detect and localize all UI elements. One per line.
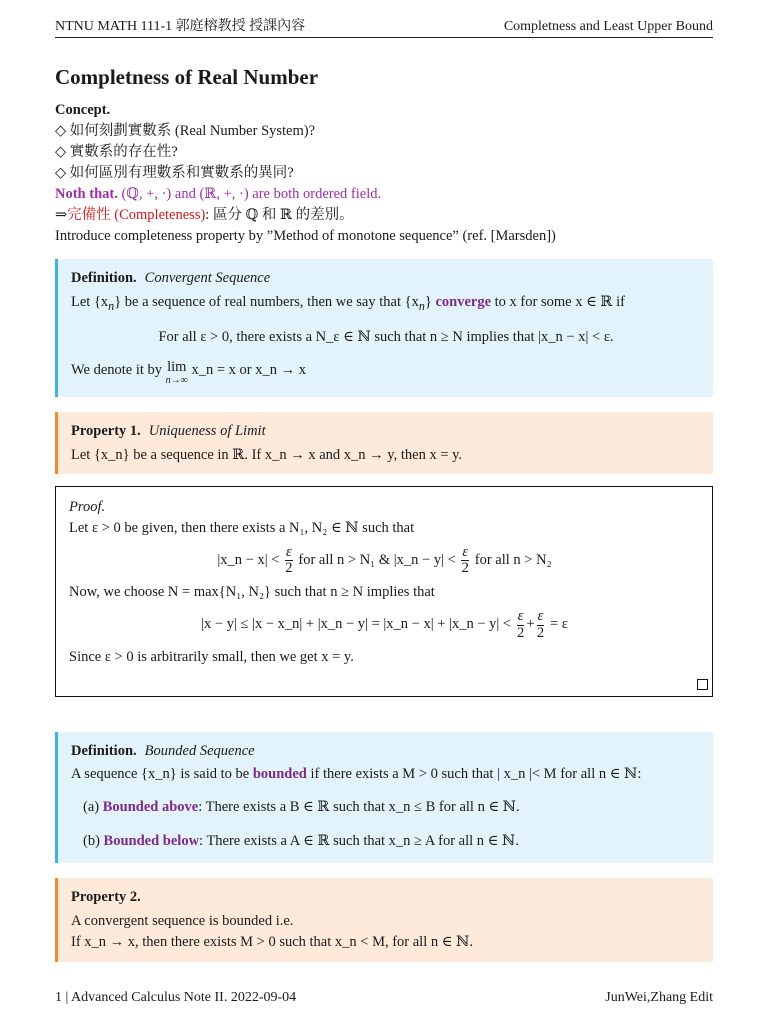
display1-part-a: |x_n − x| < (217, 552, 280, 569)
plus-sign: + (526, 616, 535, 633)
concept-item-1: ◇ 如何刻劃實數系 (Real Number System)? (55, 123, 316, 140)
property-1-text: Let {x_n} be a sequence in ℝ. If x_n → x and x_n → y, then x = y. (71, 447, 463, 464)
frac-num: ε (537, 608, 544, 625)
proof-line-3: Since ε > 0 is arbitrarily small, then we get x = y. (69, 648, 354, 665)
definition-convergent-text (71, 292, 701, 315)
concept-item-2: ◇ 實數系的存在性? (55, 144, 178, 161)
fraction-epsilon-half (517, 609, 525, 640)
proof-display-1 (69, 545, 700, 576)
frac-num: ε (462, 544, 469, 561)
property-2-line-2: If x_n → x, then there exists M > 0 such that x_n < M, for all n ∈ ℕ. (71, 934, 473, 951)
frac-num: ε (286, 544, 292, 561)
bounded-above-keyword: Bounded above (102, 799, 199, 816)
property-1-subtitle: Uniqueness of Limit (148, 423, 266, 439)
display1-part-b: for all n > N₁ & |x_n − y| < (298, 552, 456, 569)
def1-text-c: } (424, 294, 436, 311)
proof-line-2: Now, we choose N = max{N₁, N₂} such that n ≥ N implies that (69, 584, 435, 601)
implies-arrow: ⇒ (55, 207, 68, 224)
proof-box (55, 486, 713, 697)
proof-display-2 (69, 609, 700, 640)
fraction-epsilon-half (285, 545, 293, 576)
footer-left: 1 | Advanced Calculus Note II. 2022-09-04 (55, 990, 297, 1005)
page-footer (55, 988, 713, 1008)
def1-text-b: } be a sequence of real numbers, then we say that {x (114, 294, 419, 311)
def1-display: For all ε > 0, there exists a N_ε ∈ ℕ such that n ≥ N implies that |x_n − x| < ε. (158, 329, 614, 346)
definition-bounded-heading (71, 741, 701, 762)
concept-heading: Concept. (55, 102, 111, 118)
frac-den: 2 (285, 560, 293, 577)
page-title: Completness of Real Number (55, 65, 319, 89)
note-label: Noth that. (55, 186, 118, 203)
frac-den: 2 (461, 560, 469, 577)
definition-label: Definition. (71, 743, 137, 759)
property-1-box (55, 412, 713, 474)
concept-note (55, 184, 713, 205)
converge-keyword: converge (435, 294, 492, 311)
def1-denote (71, 360, 701, 386)
completeness-line (55, 205, 713, 226)
display2-end: = ε (549, 616, 568, 633)
note-text: (ℚ, +, ·) and (ℝ, +, ·) are both ordered field. (117, 186, 382, 203)
concept-intro: Introduce completeness property by ”Method of monotone sequence” (ref. [Marsden]) (55, 228, 556, 245)
fraction-epsilon-half (461, 545, 469, 576)
bounded-keyword: bounded (252, 766, 307, 783)
property-1-label: Property 1. (71, 423, 141, 439)
frac-num: ε (517, 608, 524, 625)
denote-text: We denote it by (71, 362, 166, 379)
def1-text-d: to x for some x ∈ ℝ if (491, 294, 625, 311)
concept-item-3: ◇ 如何區別有理數系和實數系的異同? (55, 165, 294, 182)
def2-text-b: if there exists a M > 0 such that | x_n |< M for all n ∈ ℕ: (306, 766, 642, 783)
item-b-label: (b) (83, 833, 104, 850)
definition-convergent-box (55, 259, 713, 397)
definition-convergent-heading (71, 268, 701, 289)
header-right: Completness and Least Upper Bound (503, 19, 713, 34)
def1-sub-b: n (418, 298, 425, 313)
lim-word: lim (167, 359, 187, 376)
qed-square-icon (697, 679, 708, 690)
property-1-heading (71, 421, 701, 442)
lim-subscript: n→∞ (165, 374, 188, 386)
frac-den: 2 (536, 624, 545, 641)
completeness-rest: : 區分 ℚ 和 ℝ 的差別。 (205, 207, 354, 224)
definition-label: Definition. (71, 270, 137, 286)
proof-label: Proof. (69, 499, 106, 515)
definition-bounded-box (55, 732, 713, 863)
def2-text-a: A sequence {x_n} is said to be (71, 766, 253, 783)
def1-sub-a: n (108, 298, 115, 313)
item-b-text: : There exists a A ∈ ℝ such that x_n ≥ A for all n ∈ ℕ. (199, 833, 519, 850)
page-header (55, 17, 713, 38)
bounded-below-item (83, 831, 701, 852)
item-a-label: (a) (83, 799, 103, 816)
fraction-epsilon-half (537, 609, 545, 640)
bounded-below-keyword: Bounded below (103, 833, 200, 850)
footer-right: JunWei,Zhang Edit (605, 990, 713, 1005)
property-2-box (55, 878, 713, 962)
property-2-label: Property 2. (71, 889, 141, 905)
display2-part-a: |x − y| ≤ |x − x_n| + |x_n − y| = |x_n − x| + |x_n − y| < (201, 616, 512, 633)
frac-den: 2 (516, 624, 525, 641)
item-a-text: : There exists a B ∈ ℝ such that x_n ≤ B for all n ∈ ℕ. (198, 799, 520, 816)
definition-bounded-text (71, 764, 701, 785)
bounded-above-item (83, 797, 701, 818)
limit-notation (166, 360, 188, 386)
document-page (55, 0, 713, 1024)
denote-rest: x_n = x or x_n → x (187, 362, 306, 379)
concept-section (55, 100, 713, 247)
def1-text-a: Let {x (71, 294, 109, 311)
header-left: NTNU MATH 111-1 郭庭榕教授 授課內容 (55, 19, 306, 34)
definition-subtitle: Bounded Sequence (144, 743, 255, 759)
completeness-term: 完備性 (Completeness) (67, 207, 206, 224)
display1-part-c: for all n > N₂ (474, 552, 552, 569)
proof-line-1: Let ε > 0 be given, then there exists a N₁, N₂ ∈ ℕ such that (69, 520, 415, 537)
definition-subtitle: Convergent Sequence (144, 270, 271, 286)
property-2-line-1: A convergent sequence is bounded i.e. (71, 913, 294, 930)
